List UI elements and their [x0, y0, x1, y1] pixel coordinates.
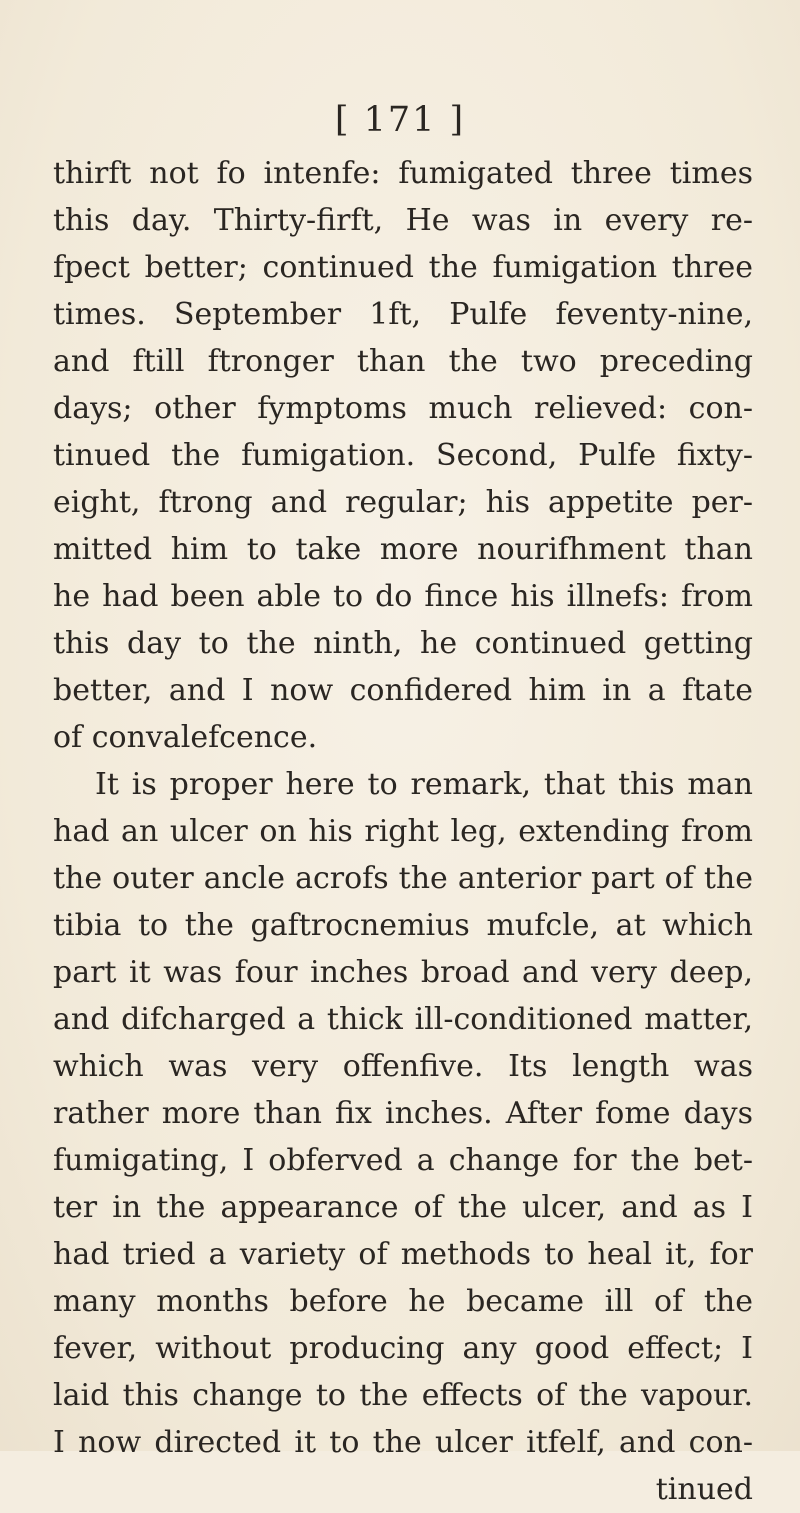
text-line: laid this change to the effects of the vapour. — [53, 1378, 753, 1413]
page-number-header: [ 171 ] — [334, 100, 466, 140]
text-line: which was very offenfive. Its length was — [53, 1049, 753, 1084]
text-line: days; other fymptoms much relieved: con- — [53, 391, 753, 426]
text-line: I now directed it to the ulcer itfelf, and con- — [53, 1425, 753, 1460]
text-line: and ftill ftronger than the two preceding — [53, 344, 753, 379]
text-line: better, and I now confidered him in a ftate — [53, 673, 753, 708]
text-line: tibia to the gaftrocnemius mufcle, at which — [53, 908, 753, 943]
text-line: and difcharged a thick ill-conditioned matter, — [53, 1002, 753, 1037]
text-line: fumigating, I obferved a change for the bet- — [53, 1143, 753, 1178]
text-line: many months before he became ill of the — [53, 1284, 753, 1319]
text-line: part it was four inches broad and very deep, — [53, 955, 753, 990]
text-line: mitted him to take more nourifhment than — [53, 532, 753, 567]
text-line: the outer ancle acrofs the anterior part of the — [53, 861, 753, 896]
text-line: had an ulcer on his right leg, extending from — [53, 814, 753, 849]
catchword: tinued — [655, 1472, 753, 1507]
text-line: fever, without producing any good effect; I — [53, 1331, 753, 1366]
text-line: ter in the appearance of the ulcer, and as I — [53, 1190, 753, 1225]
text-line: fpect better; continued the fumigation three — [53, 250, 753, 285]
paragraph-end-line: of convalefcence. — [53, 720, 318, 755]
text-line: thirft not fo intenfe: fumigated three times — [53, 156, 753, 191]
text-line: eight, ftrong and regular; his appetite per- — [53, 485, 753, 520]
text-line: this day to the ninth, he continued getting — [53, 626, 753, 661]
text-line: tinued the fumigation. Second, Pulfe fixty- — [53, 438, 753, 473]
text-line: times. September 1ft, Pulfe feventy-nine, — [53, 297, 753, 332]
text-line: this day. Thirty-firft, He was in every re- — [53, 203, 753, 238]
text-line: he had been able to do fince his illnefs: from — [53, 579, 753, 614]
text-line: rather more than fix inches. After fome days — [53, 1096, 753, 1131]
paragraph-start-line: It is proper here to remark, that this man — [95, 767, 753, 802]
text-line: had tried a variety of methods to heal it, for — [53, 1237, 753, 1272]
body-text — [53, 150, 753, 1513]
